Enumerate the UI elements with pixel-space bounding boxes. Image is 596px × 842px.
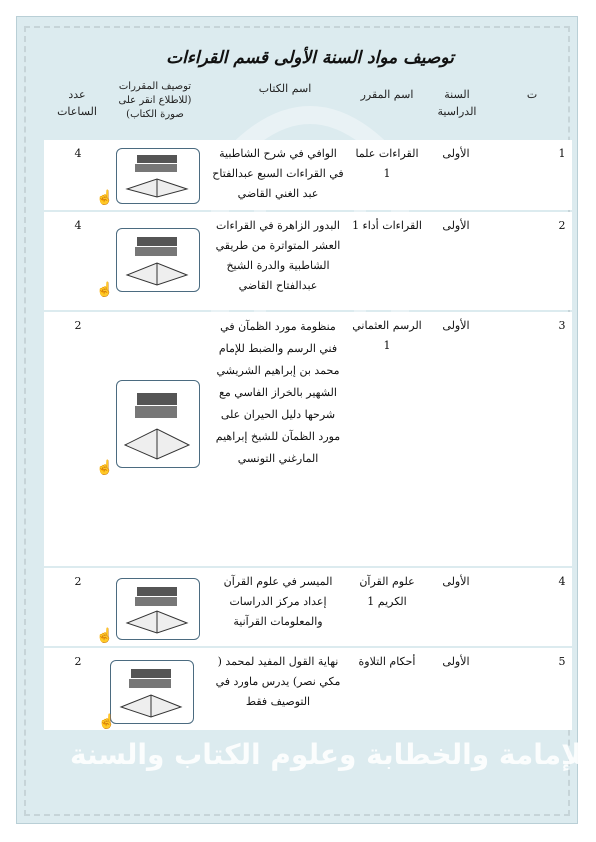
cell-year: الأولى	[442, 575, 470, 588]
header-year: السنة الدراسية	[437, 88, 477, 118]
cell-num: 3	[558, 319, 566, 332]
book-image-link[interactable]	[116, 228, 200, 292]
cell-hours: 4	[74, 219, 82, 232]
cell-book: الميسر في علوم القرآن إعداد مركز الدراسات والمعلومات القرآنية	[223, 575, 333, 628]
books-icon	[117, 579, 197, 637]
cell-num: 4	[558, 575, 566, 588]
books-icon	[117, 381, 197, 465]
cell-num: 1	[558, 147, 566, 160]
pointer-hand-icon[interactable]: ☝	[96, 628, 114, 644]
cell-hours: 2	[74, 575, 82, 588]
cell-book: البدور الزاهرة في القراءات العشر المتواترة من طريقي الشاطبية والدرة الشيخ عبدالفتاح القاضي	[215, 219, 341, 292]
header-course: اسم المقرر	[360, 88, 414, 101]
header-book: اسم الكتاب	[258, 82, 312, 95]
books-icon	[117, 149, 197, 201]
cell-course: علوم القرآن الكريم 1	[359, 575, 415, 608]
cell-num: 2	[558, 219, 566, 232]
books-icon	[117, 229, 197, 289]
cell-year: الأولى	[442, 219, 470, 232]
cell-year: الأولى	[442, 319, 470, 332]
pointer-hand-icon[interactable]: ☝	[98, 714, 116, 730]
page-title: توصيف مواد السنة الأولى قسم القراءات	[166, 48, 454, 68]
cell-book: نهاية القول المفيد لمحمد ( مكي نصر) يدرس ماورد في التوصيف فقط	[215, 655, 341, 708]
cell-book: الوافي في شرح الشاطبية في القراءات السبع عبدالفتاح عبد الغني القاضي	[212, 147, 344, 200]
cell-year: الأولى	[442, 147, 470, 160]
book-image-link[interactable]	[116, 148, 200, 204]
cell-book: منظومة مورد الظمآن في فني الرسم والضبط للإمام محمد بن إبراهيم الشريشي الشهير بالخراز الفاسي مع شرحها دليل الحيران على مورد الظمآن للشيخ إبراهيم المارغني التونسي	[215, 320, 341, 465]
pointer-hand-icon[interactable]: ☝	[96, 282, 114, 298]
pointer-hand-icon[interactable]: ☝	[96, 460, 114, 476]
book-image-link[interactable]	[116, 380, 200, 468]
books-icon	[111, 661, 191, 721]
cell-course: القراءات أداء 1	[352, 219, 422, 232]
watermark-text: للإمامة والخطابة وعلوم الكتاب والسنة	[70, 738, 593, 771]
book-image-link[interactable]	[116, 578, 200, 640]
header-hours: عدد الساعات	[57, 88, 97, 118]
pointer-hand-icon[interactable]: ☝	[96, 190, 114, 206]
cell-hours: 4	[74, 147, 82, 160]
cell-course: القراءات علما 1	[355, 147, 419, 180]
header-desc: توصيف المقررات (للاطلاع انقر على صورة الكتاب)	[118, 81, 192, 120]
cell-course: الرسم العثماني 1	[352, 319, 422, 352]
header-num: ت	[526, 88, 538, 101]
cell-hours: 2	[74, 319, 82, 332]
book-image-link[interactable]	[110, 660, 194, 724]
cell-year: الأولى	[442, 655, 470, 668]
cell-course: أحكام التلاوة	[358, 655, 416, 668]
cell-num: 5	[558, 655, 566, 668]
cell-hours: 2	[74, 655, 82, 668]
